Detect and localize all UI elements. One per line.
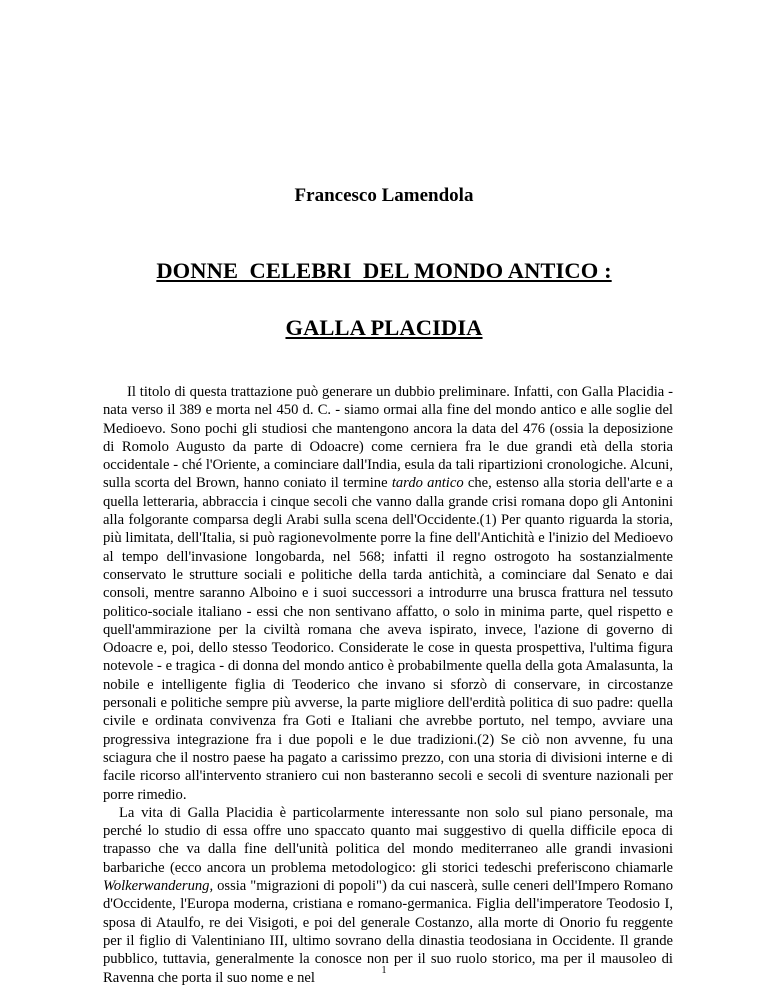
author-name: Francesco Lamendola (294, 185, 474, 206)
page-number: 1 (381, 965, 387, 976)
italic-term: tardo antico (391, 475, 464, 492)
document-title-line-2: GALLA PLACIDIA (285, 315, 483, 340)
italic-term: Wolkerwanderung, (103, 878, 214, 895)
text-run: La vita di Galla Placidia è particolarmente interessante non solo sul piano personale, ma perché lo studio di essa offre uno spaccato quanto mai suggestivo di quella difficile epoca di trapasso che va dalla fine dell'unità politica del mondo mediterraneo alle grandi invasioni barbariche (ecco ancora un problema metodologico: gli storici tedeschi preferiscono chiamarle (103, 804, 673, 876)
document-title-line-1: DONNE CELEBRI DEL MONDO ANTICO : (156, 258, 612, 283)
body-text (103, 383, 673, 987)
text-run: che, estenso alla storia dell'arte e a quella letteraria, abbraccia i cinque secoli che vanno dalla grande crisi romana dopo gli Antonini alla folgorante comparsa degli Arabi sulla scena dell'Occidente.(1) Per quanto riguarda la storia, più limitata, dell'Italia, si può ragionevolmente porre la fine dell'Antichità e l'inizio del Medioevo al tempo dell'invasione longobarda, nel 568; infatti il regno ostrogoto ha sostanzialmente conservato le strutture sociali e politiche della tarda antichità, a cominciare dal Senato e dai consoli, mentre saranno Alboino e i suoi successori a introdurre una brusca frattura nel tessuto politico-sociale italiano - essi che non sentivano affatto, o solo in minima parte, quel rispetto e quell'ammirazione per la civiltà romana che aveva ispirato, invece, l'azione di governo di Odoacre e, poi, dello stesso Teodorico. Considerate le cose in questa prospettiva, l'ultima figura notevole - e tragica - di donna del mondo antico è probabilmente quella della gota Amalasunta, la nobile e intelligente figlia di Teoderico che invano si sforzò di conservare, in circostanze personali e politiche sempre più avverse, la parte migliore dell'erdità politica di suo padre: quella civile e ordinata convivenza fra Goti e Italiani che avrebbe portuto, nel tempo, avviare una progressiva integrazione fra i due popoli e le due tradizioni.(2) Se ciò non avvenne, fu una sciagura che il nostro paese ha pagato a carissimo prezzo, con una storia di divisioni interne e di facile ricorso all'intervento straniero cui non basteranno secoli e secoli di sventure nazionali per porre rimedio. (103, 475, 673, 803)
text-run: Il titolo di questa trattazione può generare un dubbio preliminare. Infatti, con Galla Placidia - nata verso il 389 e morta nel 450 d. C. - siamo ormai alla fine del mondo antico e alle soglie del Medioevo. Sono pochi gli studiosi che mantengono ancora la data del 476 (ossia la deposizione di Romolo Augusto da parte di Odoacre) come cerniera fra le due grandi età della storia occidentale - ché l'Oriente, a cominciare dall'India, esula da tali ripartizioni cronologiche. Alcuni, sulla scorta del Brown, hanno coniato il termine (103, 384, 673, 492)
paragraph-2 (103, 804, 673, 987)
text-run: ossia "migrazioni di popoli") da cui nascerà, sulle ceneri dell'Impero Romano d'Occidente, l'Europa moderna, cristiana e romano-germanica. Figlia dell'imperatore Teodosio I, sposa di Ataulfo, re dei Visigoti, e poi del generale Costanzo, alla morte di Onorio fu reggente per il figlio di Valentiniano III, ultimo sovrano della dinastia teodosiana in Occidente. Il grande pubblico, tuttavia, generalmente la conosce non per il suo ruolo storico, ma per il mausoleo di Ravenna che porta il suo nome e nel (103, 878, 673, 986)
paragraph-1 (103, 383, 673, 804)
